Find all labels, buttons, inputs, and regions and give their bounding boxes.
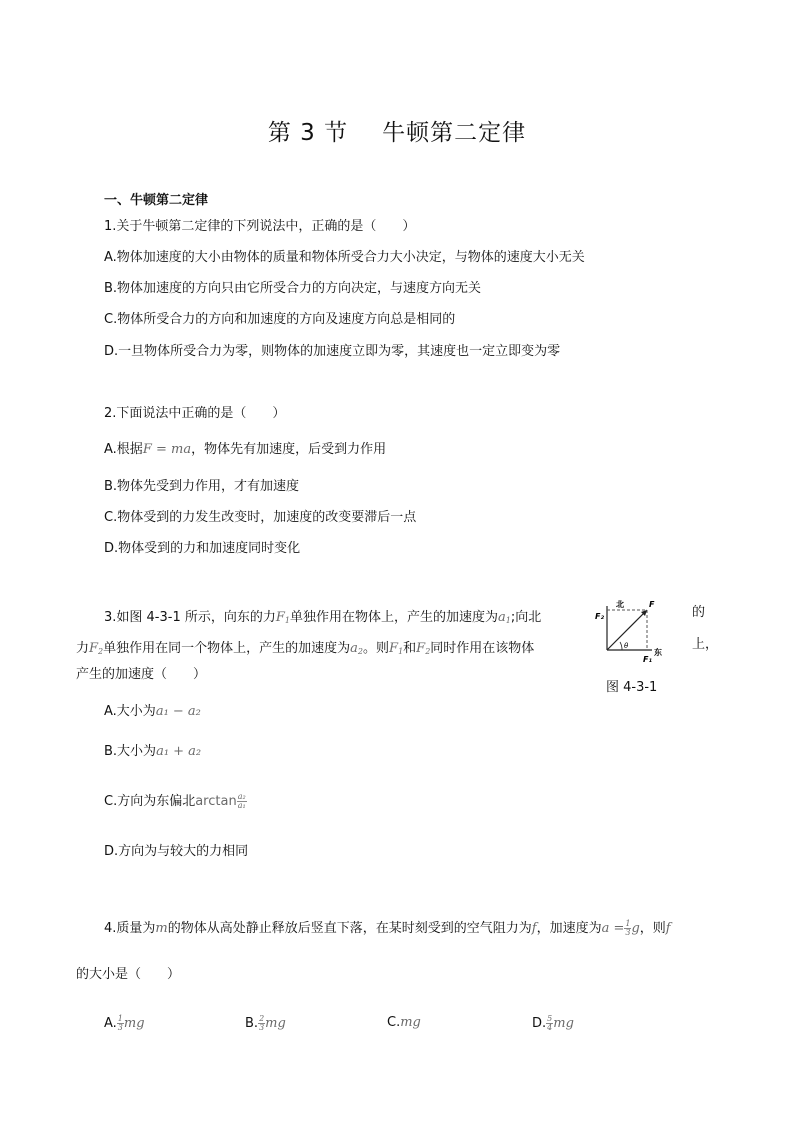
- q4-option-c: [387, 1015, 421, 1031]
- q3-f1b: [389, 641, 403, 656]
- q2-option-c: C.物体受到的力发生改变时，加速度的改变要滞后一点: [104, 510, 417, 525]
- q3-f1: [276, 610, 290, 625]
- q4-option-d: [532, 1015, 574, 1032]
- fraction-denominator: a₁: [237, 801, 246, 810]
- q3-a1-letter: a: [498, 610, 506, 625]
- option-label: C.: [387, 1015, 401, 1030]
- north-label: 北: [616, 600, 624, 609]
- fraction-numerator: a₂: [237, 792, 246, 801]
- fraction-numerator: 2: [259, 1014, 265, 1023]
- q4-text: 的物体从高处静止释放后竖直下落，在某时刻受到的空气阻力为: [167, 921, 532, 936]
- q3-text: 3.如图 4-3-1 所示，向东的力: [104, 610, 276, 625]
- q3-side-text-1: 的: [692, 605, 706, 620]
- east-label: 东: [654, 648, 662, 657]
- q3-text: 和: [403, 641, 417, 656]
- q4-g: g: [631, 921, 640, 936]
- q3-option-c-label: C.方向为东偏北: [104, 794, 196, 809]
- q3-f2b-sub: 2: [425, 647, 431, 656]
- q3-text: 单独作用在物体上，产生的加速度为: [290, 610, 499, 625]
- title-text: 牛顿第二定律: [382, 120, 527, 146]
- q3-a1: [498, 610, 511, 625]
- theta-label: θ: [624, 642, 629, 650]
- option-var: mg: [400, 1015, 421, 1030]
- fraction-numerator: 1: [117, 1014, 123, 1023]
- q1-option-c: C.物体所受合力的方向和加速度的方向及速度方向总是相同的: [104, 312, 456, 327]
- q3-f2-letter: F: [89, 641, 99, 656]
- q3-line-3: 产生的加速度（ ）: [76, 667, 207, 682]
- q3-f2b-letter: F: [416, 641, 426, 656]
- vector-diagram: [592, 598, 672, 668]
- q3-option-a: [104, 704, 201, 720]
- f-label: F: [649, 600, 655, 609]
- option-fraction: [117, 1015, 124, 1032]
- q3-option-c-fraction: [237, 793, 247, 810]
- q3-line-1: [104, 610, 541, 629]
- angle-arc: [620, 642, 622, 650]
- fraction-denominator: 3: [259, 1023, 265, 1032]
- q3-text: 。则: [363, 641, 390, 656]
- option-var: mg: [553, 1016, 574, 1031]
- q2-formula: F = ma: [142, 442, 192, 457]
- q1-option-d: D.一旦物体所受合力为零，则物体的加速度立即为零，其速度也一定立即变为零: [104, 344, 561, 359]
- q3-f1-sub: 1: [284, 616, 290, 625]
- q2-option-a: [104, 442, 386, 458]
- q3-text: 力: [76, 641, 90, 656]
- q2-option-a-pre: A.根据: [104, 442, 143, 457]
- fraction-denominator: 4: [547, 1023, 553, 1032]
- title-section-number: 第 3 节: [267, 120, 349, 146]
- f1-label: F₁: [643, 655, 652, 664]
- q3-text: 单独作用在同一个物体上，产生的加速度为: [103, 641, 351, 656]
- option-var: mg: [123, 1016, 145, 1031]
- option-label: A.: [104, 1016, 117, 1031]
- q3-option-a-label: A.大小为: [104, 704, 156, 719]
- q4-text: ，加速度为: [536, 921, 602, 936]
- q3-f2b: [416, 641, 430, 656]
- q3-f2: [89, 641, 103, 656]
- q3-f1-letter: F: [275, 610, 285, 625]
- fraction-denominator: 3: [117, 1023, 123, 1032]
- q4-option-a: [104, 1015, 145, 1032]
- q3-side-text-2: 上，: [692, 637, 719, 652]
- q3-a2: [350, 641, 363, 656]
- q1-option-a: A.物体加速度的大小由物体的质量和物体所受合力大小决定，与物体的速度大小无关: [104, 250, 585, 265]
- q3-option-b-formula: a₁ + a₂: [156, 744, 202, 759]
- q3-f2-sub: 2: [98, 647, 104, 656]
- q4-text: ，则: [639, 921, 666, 936]
- q3-option-d: D.方向为与较大的力相同: [104, 844, 249, 859]
- q4-f: f: [531, 921, 537, 936]
- q1-stem: 1.关于牛顿第二定律的下列说法中，正确的是（ ）: [104, 219, 416, 234]
- figure-caption: 图 4-3-1: [606, 680, 658, 695]
- option-var: mg: [265, 1016, 286, 1031]
- q3-option-a-formula: a₁ − a₂: [155, 704, 201, 719]
- q4-accel-lhs: a =: [601, 921, 625, 936]
- q2-option-d: D.物体受到的力和加速度同时变化: [104, 541, 301, 556]
- f2-label: F₂: [595, 612, 604, 621]
- q4-option-b: [245, 1015, 286, 1032]
- q3-option-c: [104, 793, 247, 810]
- q3-option-c-fn: arctan: [195, 794, 237, 809]
- fraction-numerator: 5: [547, 1014, 553, 1023]
- section-heading: 一、牛顿第二定律: [104, 193, 209, 208]
- q4-text: 4.质量为: [104, 921, 156, 936]
- option-label: D.: [532, 1016, 547, 1031]
- q2-stem: 2.下面说法中正确的是（ ）: [104, 406, 286, 421]
- q3-option-b-label: B.大小为: [104, 744, 157, 759]
- q3-line-2: [76, 641, 534, 660]
- page-title: [0, 114, 794, 147]
- q3-a2-sub: 2: [357, 647, 364, 656]
- q4-f: f: [665, 921, 671, 936]
- fraction-numerator: 1: [625, 919, 631, 928]
- q4-m: m: [155, 921, 168, 936]
- q3-f1b-sub: 1: [398, 647, 404, 656]
- q1-option-b: B.物体加速度的方向只由它所受合力的方向决定，与速度方向无关: [104, 281, 482, 296]
- fraction-denominator: 3: [625, 928, 631, 937]
- option-label: B.: [245, 1016, 259, 1031]
- q3-a2-letter: a: [350, 641, 358, 656]
- q3-f1b-letter: F: [389, 641, 399, 656]
- q2-option-b: B.物体先受到力作用，才有加速度: [104, 479, 300, 494]
- q4-line-1: [104, 920, 671, 937]
- q4-line-2: 的大小是（ ）: [76, 967, 181, 982]
- q2-option-a-post: ，物体先有加速度，后受到力作用: [191, 442, 387, 457]
- q3-a1-sub: 1: [505, 616, 511, 625]
- q3-text: 同时作用在该物体: [430, 641, 535, 656]
- q3-text: ;向北: [510, 610, 542, 625]
- q3-option-b: [104, 744, 201, 760]
